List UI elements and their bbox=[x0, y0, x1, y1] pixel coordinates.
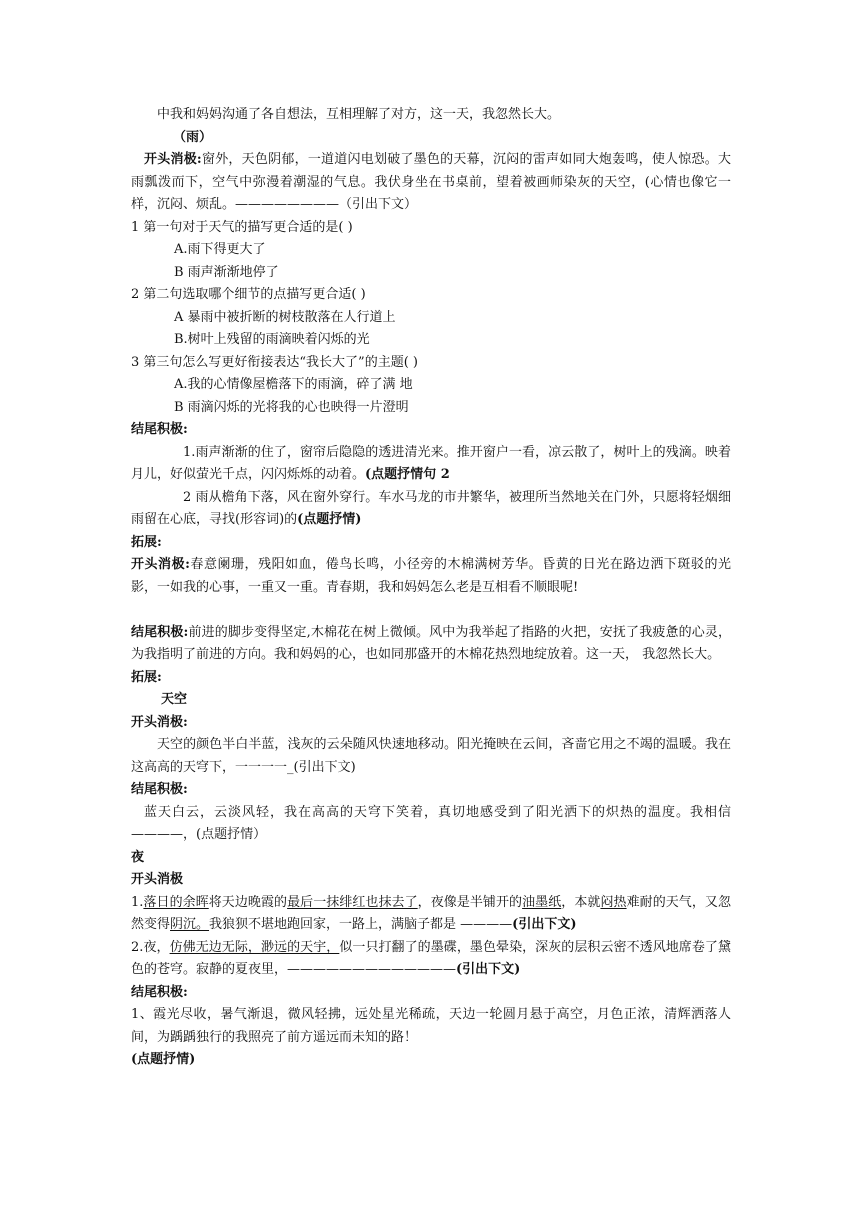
rain-opening-label: 开头消极: bbox=[144, 152, 202, 167]
section-title-sky: 天空 bbox=[161, 692, 188, 707]
extension-label-2: 拓展: bbox=[131, 669, 162, 685]
section-title-rain: （雨） bbox=[173, 129, 213, 145]
rain-ending-1-text: 1.雨声渐渐的住了，窗帘后隐隐的透进清光来。推开窗户一看，凉云散了，树叶上的残滴。映着月儿，好似萤光千点，闪闪烁烁的动着。 bbox=[131, 444, 731, 482]
question-3-option-b: B 雨滴闪烁的光将我的心也映得一片澄明 bbox=[174, 399, 409, 415]
question-1-option-a: A.雨下得更大了 bbox=[174, 242, 266, 257]
rain-opening-text: 窗外，天色阴郁，一道道闪电划破了墨色的天幕，沉闷的雷声如同大炮轰鸣，使人惊恐。大雨瓢泼而下，空气中弥漫着潮湿的气息。我伏身坐在书桌前，望着被画师染灰的天空，(心情也像它一样，沉闷、烦乱。————————（引出下文） bbox=[131, 152, 731, 212]
rain-ending-label: 结尾积极: bbox=[131, 422, 188, 437]
question-1: 1 第一句对于天气的描写更合适的是( ) bbox=[131, 219, 353, 235]
night-opening-1-text: 难耐的天气，又忽然变得 bbox=[131, 894, 731, 932]
night-ending-tag: (点题抒情) bbox=[131, 1052, 196, 1067]
question-3: 3 第三句怎么写更好衔接表达“我长大了”的主题( ) bbox=[131, 354, 418, 370]
rain-ending-2-text: 2 雨从檐角下落，风在窗外穿行。车水马龙的市井繁华，被理所当然地关在门外，只愿将轻烟细雨留在心底，寻找(形容词)的 bbox=[131, 489, 731, 527]
extension-1-ending bbox=[131, 622, 731, 667]
extension-1-opening-text: 春意阑珊，残阳如血，倦鸟长鸣，小径旁的木棉满树芳华。昏黄的日光在路边洒下斑驳的光影，一如我的心事，一重又一重。青春期，我和妈妈怎么老是互相看不顺眼呢! bbox=[131, 557, 731, 595]
underlined-phrase: 仿佛无边无际，渺远的天宇， bbox=[169, 939, 340, 955]
question-1-option-b: B 雨声渐渐地停了 bbox=[174, 264, 279, 280]
night-opening-1-text: 我狼狈不堪地跑回家，一路上，满脑子都是 ———— bbox=[209, 917, 513, 932]
night-opening-1-tag: (引出下文) bbox=[512, 917, 577, 932]
blank-line bbox=[131, 599, 731, 622]
extension-1-opening bbox=[131, 554, 731, 599]
night-ending-label: 结尾积极: bbox=[131, 984, 188, 1000]
night-opening-2-number: 2.夜， bbox=[131, 939, 170, 955]
question-2: 2 第二句选取哪个细节的点描写更合适( ) bbox=[131, 287, 366, 302]
night-opening-2 bbox=[131, 937, 731, 982]
night-opening-1-text: ，本就 bbox=[561, 894, 601, 910]
night-ending-text: 1、霞光尽收，暑气渐退，微风轻拂，远处星光稀疏，天边一轮圆月悬于高空，月色正浓，清辉洒落人间，为踽踽独行的我照亮了前方遥远而未知的路！ bbox=[131, 1007, 731, 1045]
sky-ending-label: 结尾积极: bbox=[131, 782, 188, 797]
extension-1-ending-text: 前进的脚步变得坚定,木棉花在树上微倾。风中为我举起了指路的火把，安抚了我疲惫的心灵，为我指明了前进的方向。我和妈妈的心，也如同那盛开的木棉花热烈地绽放着。这一天， 我忽然长大。 bbox=[131, 624, 731, 662]
rain-ending-2 bbox=[131, 487, 731, 532]
night-opening-1-text: ，夜像是半铺开的 bbox=[417, 894, 523, 910]
night-opening-1-text: 将天边晚霞的 bbox=[208, 894, 288, 910]
rain-opening bbox=[131, 149, 731, 217]
question-2-option-b: B.树叶上残留的雨滴映着闪烁的光 bbox=[174, 332, 370, 347]
extension-1-ending-label: 结尾积极: bbox=[131, 624, 189, 640]
document-body bbox=[131, 104, 731, 1072]
underlined-phrase: 阴沉。 bbox=[170, 917, 210, 932]
extension-1-opening-label: 开头消极: bbox=[131, 557, 190, 572]
rain-ending-2-tag: (点题抒情) bbox=[297, 512, 362, 527]
section-title-night: 夜 bbox=[131, 849, 145, 865]
night-opening-label: 开头消极 bbox=[131, 872, 184, 887]
underlined-phrase: 落日的余晖 bbox=[143, 894, 209, 910]
night-opening-1 bbox=[131, 892, 731, 937]
extension-label-1: 拓展: bbox=[131, 534, 162, 550]
rain-ending-1 bbox=[131, 442, 731, 487]
paragraph-intro: 中我和妈妈沟通了各自想法，互相理解了对方，这一天，我忽然长大。 bbox=[157, 107, 561, 122]
sky-opening-label: 开头消极: bbox=[131, 714, 188, 730]
sky-ending-text: 蓝天白云，云淡风轻，我在高高的天穹下笑着，真切地感受到了阳光洒下的炽热的温度。我相信————，(点题抒情） bbox=[131, 804, 731, 842]
rain-ending-1-tag: (点题抒情句 2 bbox=[365, 467, 450, 482]
night-opening-1-number: 1. bbox=[131, 894, 144, 910]
underlined-phrase: 闷热 bbox=[600, 894, 627, 910]
night-opening-2-text: 似一只打翻了的墨碟，墨色晕染，深灰的层积云密不透风地席卷了黛色的苍穹。寂静的夏夜里，————————————— bbox=[131, 939, 731, 977]
question-3-option-a: A.我的心情像屋檐落下的雨滴，碎了满 地 bbox=[174, 377, 413, 392]
night-opening-2-tag: (引出下文) bbox=[456, 962, 521, 977]
question-2-option-a: A 暴雨中被折断的树枝散落在人行道上 bbox=[174, 309, 396, 325]
underlined-phrase: 最后一抹绯红也抹去了 bbox=[287, 894, 418, 910]
underlined-phrase: 油墨纸 bbox=[522, 894, 562, 910]
sky-opening-text: 天空的颜色半白半蓝，浅灰的云朵随风快速地移动。阳光掩映在云间，吝啬它用之不竭的温暖。我在这高高的天穹下，一一一一_(引出下文) bbox=[131, 737, 731, 775]
